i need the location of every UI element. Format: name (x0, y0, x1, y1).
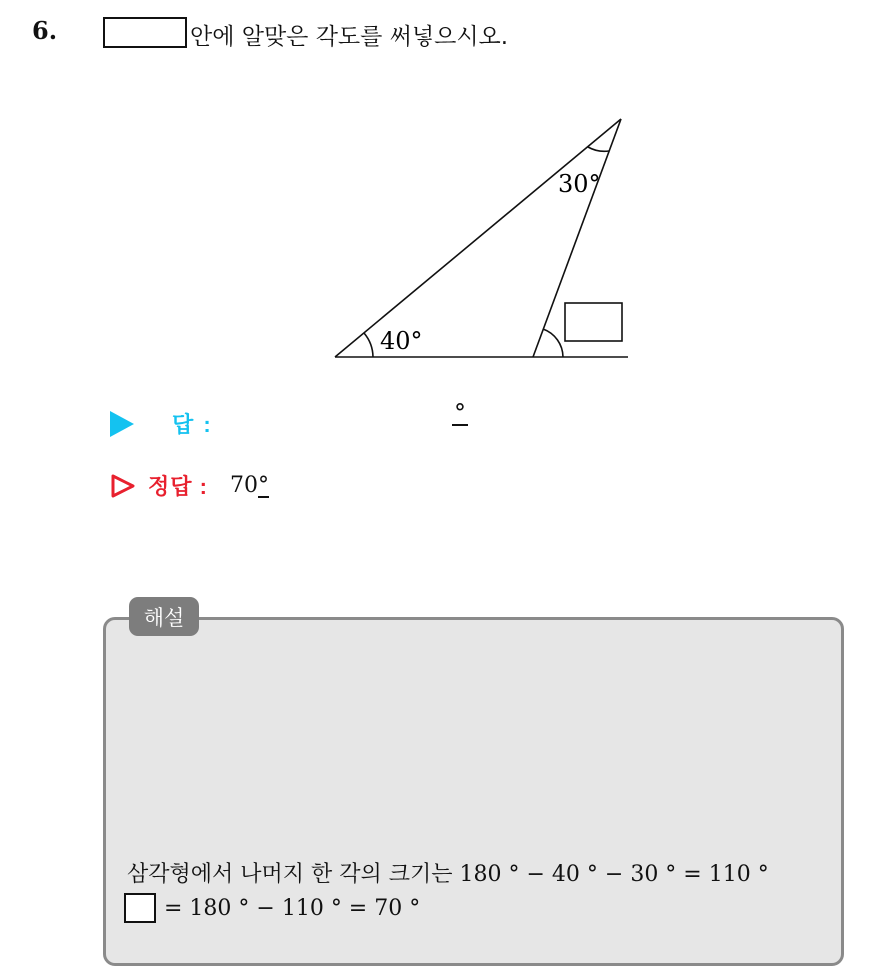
play-triangle-icon (110, 411, 134, 437)
exterior-angle-arc (543, 329, 563, 357)
angle-label-30: 30° (558, 170, 601, 198)
angle-label-40: 40° (380, 327, 423, 355)
solution-text-line-1: 삼각형에서 나머지 한 각의 크기는 180 ° − 40 ° − 30 ° = 110 ° (127, 862, 769, 887)
answer-key-row (110, 470, 269, 501)
solution-tag: 해설 (129, 597, 199, 636)
answer-key-label: 정답 : (148, 474, 208, 499)
angle-arc-40 (364, 333, 373, 357)
question-prompt: 안에 알맞은 각도를 써넣으시오. (190, 24, 509, 50)
answer-key-value: 70° (229, 473, 269, 498)
question-number: 6. (32, 16, 58, 45)
answer-row (110, 408, 213, 439)
outline-triangle-icon (110, 473, 136, 499)
left-side (335, 119, 621, 357)
solution-text-line-2: = 180 ° − 110 ° = 70 ° (124, 893, 420, 923)
solution-blank-box (124, 893, 156, 923)
angle-arc-30 (588, 147, 609, 151)
answer-input-unit[interactable]: ° (454, 399, 466, 427)
exterior-angle-box (565, 303, 622, 341)
answer-label: 답 : (172, 412, 213, 437)
